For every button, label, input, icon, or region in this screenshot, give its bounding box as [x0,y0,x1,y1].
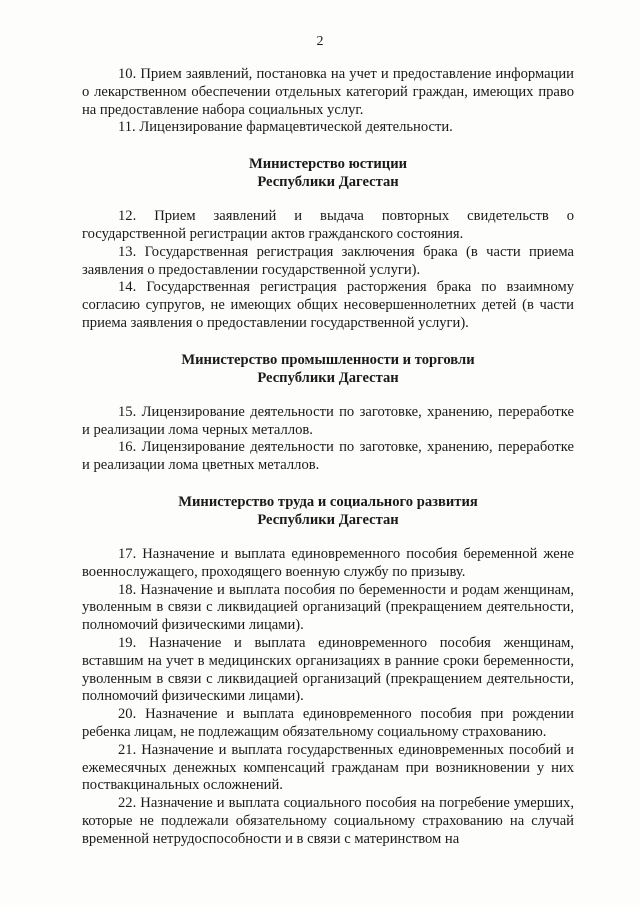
heading-line: Министерство промышленности и торговли [181,351,475,368]
list-item: 10. Прием заявлений, постановка на учет и предоставление информации о лекарственном обеспечении отдельных категорий граждан, имеющих право на предоставление набора социальных услуг. [82,66,574,118]
document-body [82,66,574,849]
list-item: 16. Лицензирование деятельности по заготовке, хранению, переработке и реализации лома цветных металлов. [82,439,574,474]
list-item: 15. Лицензирование деятельности по заготовке, хранению, переработке и реализации лома черных металлов. [82,403,574,438]
list-item: 19. Назначение и выплата единовременного пособия женщинам, вставшим на учет в медицинских организациях в ранние сроки беременности, уволенным в связи с ликвидацией организаций (прекращением деятельности, полномочий физическими лицами). [82,634,574,705]
heading-line: Министерство труда и социального развития [178,493,478,510]
heading-line: Министерство юстиции [248,156,408,173]
heading-line: Республики Дагестан [257,369,399,386]
list-item: 14. Государственная регистрация расторжения брака по взаимному согласию супругов, не имеющих общих несовершеннолетних детей (в части приема заявления о предоставлении государственной услуги). [82,279,574,331]
page-number: 2 [316,34,324,49]
section-heading-labor [82,493,574,529]
section-heading-justice [82,155,574,191]
section-heading-industry [82,351,574,387]
list-item: 22. Назначение и выплата социального пособия на погребение умерших, которые не подлежали обязательному социальному страхованию на случай временной нетрудоспособности и в связи с материнством на [82,795,574,847]
list-item: 11. Лицензирование фармацевтической деятельности. [118,119,453,136]
list-item: 18. Назначение и выплата пособия по беременности и родам женщинам, уволенным в связи с ликвидацией организаций (прекращением деятельности, полномочий физическими лицами). [82,581,574,634]
list-item: 21. Назначение и выплата государственных единовременных пособий и ежемесячных денежных компенсаций гражданам при возникновении у них поствакцинальных осложнений. [82,741,574,794]
list-item: 13. Государственная регистрация заключения брака (в части приема заявления о предоставлении государственной услуги). [82,243,574,278]
list-item: 12. Прием заявлений и выдача повторных свидетельств о государственной регистрации актов гражданского состояния. [82,208,574,242]
heading-line: Республики Дагестан [257,174,399,191]
heading-line: Республики Дагестан [257,511,399,528]
list-item: 20. Назначение и выплата единовременного пособия при рождении ребенка лицам, не подлежащим обязательному социальному страхованию. [82,706,574,740]
list-item: 17. Назначение и выплата единовременного пособия беременной жене военнослужащего, проходящего военную службу по призыву. [82,545,574,580]
